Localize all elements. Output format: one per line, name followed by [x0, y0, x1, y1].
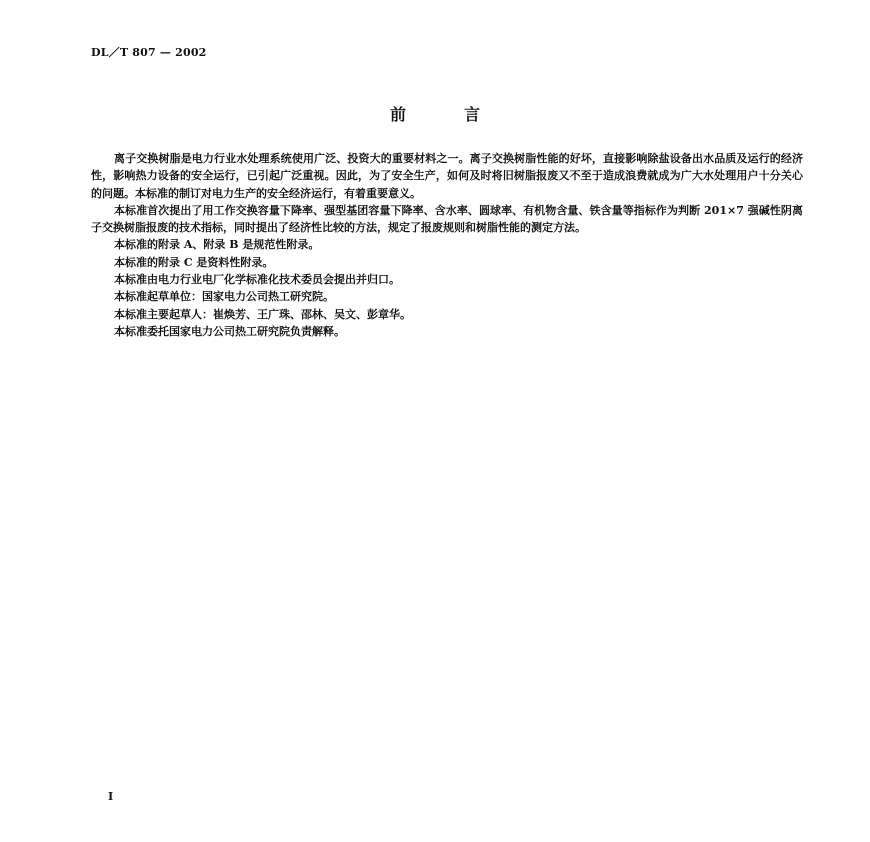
foreword-paragraph-2: 本标准首次提出了用工作交换容量下降率、强型基团容量下降率、含水率、圆球率、有机物含量、铁含量等指标作为判断 201×7 强碱性阴离子交换树脂报废的技术指标，同时提出了经济性比较的方法，规定了报废规则和树脂性能的测定方法。: [91, 203, 803, 235]
foreword-paragraph-7: 本标准主要起草人：崔焕芳、王广珠、邵林、吴文、彭章华。: [114, 307, 411, 321]
foreword-paragraph-4: 本标准的附录 C 是资料性附录。: [114, 255, 274, 269]
page-number: I: [108, 790, 114, 803]
foreword-paragraph-8: 本标准委托国家电力公司热工研究院负责解释。: [114, 324, 345, 338]
foreword-paragraph-3: 本标准的附录 A、附录 B 是规范性附录。: [114, 238, 320, 252]
document-code: DL／T 807 — 2002: [91, 46, 207, 59]
foreword-paragraph-6: 本标准起草单位：国家电力公司热工研究院。: [114, 290, 334, 304]
foreword-body: [91, 150, 803, 340]
foreword-paragraph-1: 离子交换树脂是电力行业水处理系统使用广泛、投资大的重要材料之一。离子交换树脂性能的好坏，直接影响除盐设备出水品质及运行的经济性，影响热力设备的安全运行，已引起广泛重视。因此，为了安全生产，如何及时将旧树脂报废又不至于造成浪费就成为广大水处理用户十分关心的问题。本标准的制订对电力生产的安全经济运行，有着重要意义。: [91, 152, 803, 200]
foreword-paragraph-5: 本标准由电力行业电厂化学标准化技术委员会提出并归口。: [114, 273, 400, 287]
section-title-foreword: 前言: [389, 105, 538, 124]
